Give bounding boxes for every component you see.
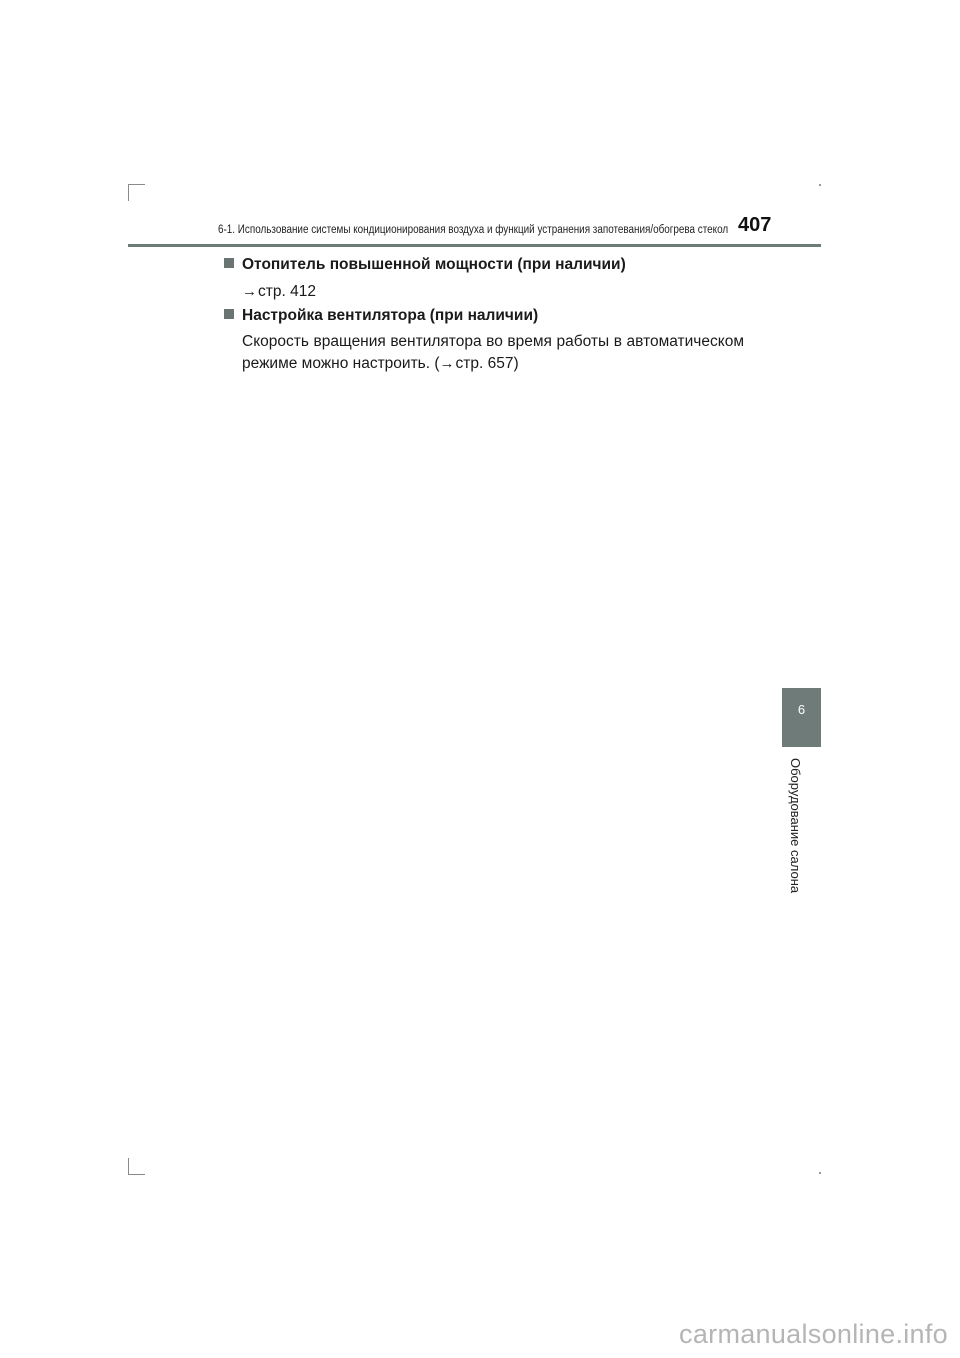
square-bullet-icon: [224, 258, 234, 268]
chapter-tab: [782, 688, 821, 747]
crop-mark-bottom-left-horizontal: [128, 1174, 145, 1175]
header-rule: [128, 244, 821, 247]
arrow-right-icon: →: [439, 355, 455, 372]
heading-text: Настройка вентилятора (при наличии): [242, 307, 539, 324]
fan-paragraph-line-1: Скорость вращения вентилятора во время работы в автоматическом: [242, 333, 744, 350]
line-text: режиме можно настроить. (: [242, 355, 440, 372]
page-reference: стр. 657): [455, 355, 519, 372]
fan-paragraph-line-2: [242, 355, 519, 373]
watermark-brand: carmanualsonline.info: [679, 1319, 948, 1349]
page-number: 407: [738, 214, 772, 236]
crop-mark-bottom-left-vertical: [128, 1158, 129, 1175]
reference-line-heater: [242, 283, 316, 301]
crop-mark-bottom-right: [819, 1172, 821, 1174]
page-reference: стр. 412: [258, 283, 316, 300]
square-bullet-icon: [224, 309, 234, 319]
section-heading-heater: [224, 256, 626, 274]
section-heading-fan: [224, 307, 538, 325]
crop-mark-top-right: [819, 184, 821, 186]
chapter-title: Оборудование салона: [788, 758, 803, 894]
arrow-right-icon: →: [242, 283, 257, 300]
heading-text: Отопитель повышенной мощности (при наличии): [242, 256, 626, 273]
running-header: 6-1. Использование системы кондиционирования воздуха и функций устранения запотевания/обогрева стекол: [218, 224, 729, 236]
crop-mark-top-left-vertical: [128, 184, 129, 201]
chapter-number: 6: [797, 702, 806, 717]
crop-mark-top-left-horizontal: [128, 184, 145, 185]
